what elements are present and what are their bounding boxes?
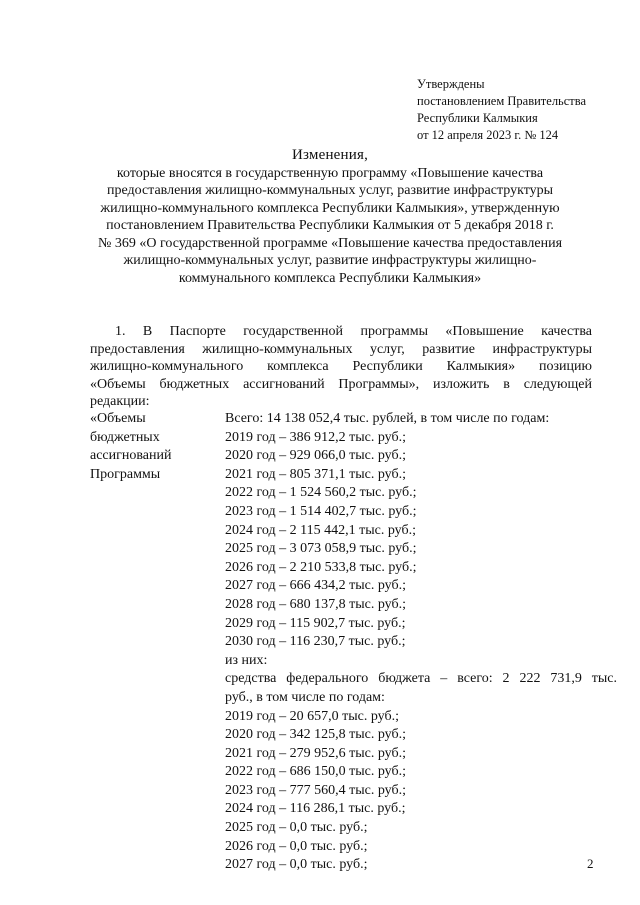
year-total-row: 2030 год – 116 230,7 тыс. руб.; (225, 634, 406, 650)
year-federal-row: 2021 год – 279 952,6 тыс. руб.; (225, 745, 406, 761)
document-title-block (90, 147, 570, 287)
approval-line: Республики Калмыкия (417, 111, 538, 125)
paragraph-line: жилищно-коммунального комплекса Республики Калмыкия» позицию (90, 359, 592, 375)
total-amount: Всего: 14 138 052,4 тыс. рублей, в том числе по годам: (225, 411, 550, 426)
year-total-row: 2023 год – 1 514 402,7 тыс. руб.; (225, 503, 417, 519)
position-label-line: «Объемы (90, 411, 146, 426)
page-number: 2 (587, 856, 594, 871)
year-total-row: 2029 год – 115 902,7 тыс. руб.; (225, 615, 406, 631)
federal-budget-total-cont: руб., в том числе по годам: (225, 689, 385, 705)
year-total-row: 2024 год – 2 115 442,1 тыс. руб.; (225, 522, 416, 538)
approval-line: от 12 апреля 2023 г. № 124 (417, 128, 559, 142)
position-label-line: ассигнований (90, 448, 172, 464)
approval-line: Утверждены (417, 77, 485, 91)
year-total-row: 2021 год – 805 371,1 тыс. руб.; (225, 466, 406, 482)
year-total-row: 2027 год – 666 434,2 тыс. руб.; (225, 578, 406, 594)
year-federal-row: 2024 год – 116 286,1 тыс. руб.; (225, 801, 406, 817)
year-federal-row: 2025 год – 0,0 тыс. руб.; (225, 820, 368, 836)
federal-budget-total: средства федерального бюджета – всего: 2 222 731,9 тыс. (225, 671, 617, 687)
title-line: которые вносятся в государственную программу «Повышение качества (116, 165, 544, 181)
year-federal-row: 2020 год – 342 125,8 тыс. руб.; (225, 727, 406, 743)
paragraph-line: редакции: (90, 394, 150, 410)
position-label-line: бюджетных (90, 429, 160, 445)
title-line: коммунального комплекса Республики Калмыкия» (178, 270, 482, 286)
position-label-line: Программы (90, 466, 161, 482)
approval-line: постановлением Правительства (417, 94, 587, 108)
year-total-row: 2022 год – 1 524 560,2 тыс. руб.; (225, 485, 417, 501)
paragraph-line: предоставления жилищно-коммунальных услуг, развитие инфраструктуры (90, 341, 592, 357)
approval-block (417, 76, 586, 144)
position-content (225, 410, 617, 875)
year-federal-row: 2023 год – 777 560,4 тыс. руб.; (225, 782, 406, 798)
year-federal-row: 2027 год – 0,0 тыс. руб.; (225, 857, 368, 873)
position-label (90, 410, 220, 484)
amendment-paragraph (90, 323, 592, 411)
title-line: жилищно-коммунального комплекса Республики Калмыкия», утвержденную (100, 200, 560, 216)
paragraph-line: «Объемы бюджетных ассигнований Программы», изложить в следующей (90, 376, 592, 392)
year-total-row: 2025 год – 3 073 058,9 тыс. руб.; (225, 541, 417, 557)
year-total-row: 2026 год – 2 210 533,8 тыс. руб.; (225, 559, 417, 575)
year-federal-row: 2022 год – 686 150,0 тыс. руб.; (225, 764, 406, 780)
paragraph-line: 1. В Паспорте государственной программы «Повышение качества (115, 324, 592, 339)
title-line: предоставления жилищно-коммунальных услуг, развитие инфраструктуры (106, 183, 554, 198)
year-federal-row: 2019 год – 20 657,0 тыс. руб.; (225, 708, 399, 724)
year-federal-row: 2026 год – 0,0 тыс. руб.; (225, 838, 368, 854)
title-line: постановлением Правительства Республики Калмыкия от 5 декабря 2018 г. (106, 218, 554, 233)
title-line: жилищно-коммунальных услуг, развитие инфраструктуры жилищно- (123, 253, 537, 268)
year-total-row: 2019 год – 386 912,2 тыс. руб.; (225, 429, 406, 445)
title-line: № 369 «О государственной программе «Повышение качества предоставления (97, 235, 563, 251)
year-total-row: 2020 год – 929 066,0 тыс. руб.; (225, 448, 406, 464)
document-title: Изменения, (291, 147, 369, 163)
year-total-row: 2028 год – 680 137,8 тыс. руб.; (225, 596, 406, 612)
of-them-label: из них: (225, 652, 268, 668)
